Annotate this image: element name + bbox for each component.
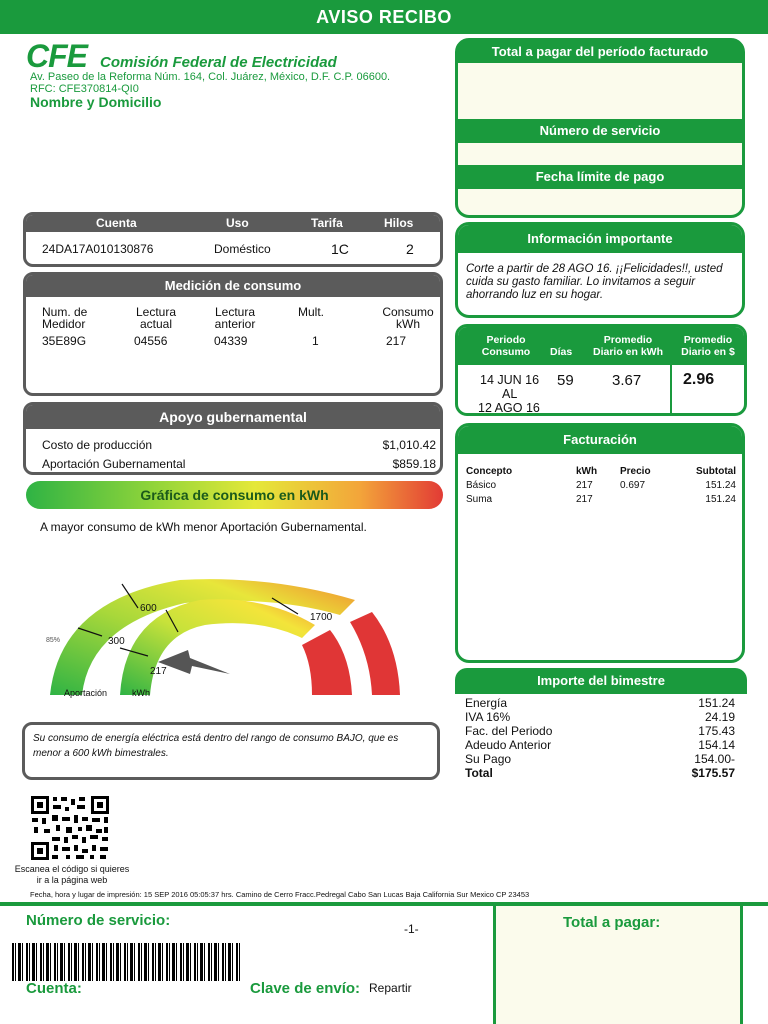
previous-debt-label: Adeudo Anterior bbox=[465, 738, 552, 752]
production-cost-row bbox=[42, 438, 436, 457]
billing-row-basic-kwh: 217 bbox=[576, 480, 593, 491]
government-support-box bbox=[23, 402, 443, 475]
previous-debt-value: 154.14 bbox=[698, 738, 735, 752]
days-value: 59 bbox=[557, 372, 574, 389]
outer-gauge-arc bbox=[50, 579, 355, 695]
account-col-header: Cuenta bbox=[96, 216, 137, 230]
qr-caption: Escanea el código si quieres ir a la página web bbox=[14, 864, 130, 885]
your-payment-row bbox=[465, 752, 735, 766]
government-contribution-label: Aportación Gubernamental bbox=[42, 457, 186, 471]
billing-row-sum-kwh: 217 bbox=[576, 494, 593, 505]
wires-value: 2 bbox=[406, 241, 414, 257]
label-kwh: kWh bbox=[132, 688, 150, 698]
consumption-value: 217 bbox=[386, 334, 407, 348]
service-number-value bbox=[458, 143, 742, 165]
period-billing-row bbox=[465, 724, 735, 738]
label-aportacion: Aportación bbox=[64, 688, 108, 698]
wires-col-header: Hilos bbox=[384, 216, 414, 230]
label-600: 600 bbox=[140, 603, 157, 614]
government-contribution-row bbox=[42, 457, 436, 475]
price-header: Precio bbox=[620, 466, 651, 477]
iva-row bbox=[465, 710, 735, 724]
company-rfc: RFC: CFE370814-QI0 bbox=[30, 83, 139, 95]
period-to: 12 AGO 16 bbox=[478, 401, 540, 415]
your-payment-label: Su Pago bbox=[465, 752, 512, 766]
bimester-title: Importe del bimestre bbox=[455, 668, 747, 694]
billing-row-sum-subtotal: 151.24 bbox=[705, 494, 736, 505]
measurement-table bbox=[26, 297, 440, 393]
energy-row bbox=[465, 696, 735, 710]
support-rows bbox=[26, 429, 440, 475]
previous-reading: 04339 bbox=[214, 334, 248, 348]
iva-label: IVA 16% bbox=[465, 710, 511, 724]
footer-account-label: Cuenta: bbox=[26, 980, 82, 997]
qr-code[interactable] bbox=[30, 795, 110, 861]
meter-col-header: Num. de Medidor bbox=[42, 305, 88, 331]
info-title: Información importante bbox=[458, 225, 742, 253]
cfe-logo: CFE bbox=[26, 38, 87, 74]
account-number: 24DA17A010130876 bbox=[42, 242, 154, 256]
mult-value: 1 bbox=[312, 334, 319, 348]
important-info-box bbox=[455, 222, 745, 318]
billing-row-basic-concept: Básico bbox=[466, 480, 497, 491]
avg-money-value: 2.96 bbox=[683, 371, 715, 388]
document-banner: AVISO RECIBO bbox=[0, 0, 768, 34]
days-col-header: Días bbox=[550, 346, 573, 358]
kwh-header: kWh bbox=[576, 466, 598, 477]
total-period-value bbox=[458, 63, 742, 119]
total-row bbox=[465, 766, 735, 780]
period-al: AL bbox=[502, 387, 518, 401]
company-name: Comisión Federal de Electricidad bbox=[100, 54, 337, 71]
service-number-label: Número de servicio bbox=[539, 123, 661, 138]
pointer-arrow bbox=[158, 650, 230, 674]
previous-debt-row bbox=[465, 738, 735, 752]
billing-row-basic-subtotal: 151.24 bbox=[705, 480, 736, 491]
billing-box bbox=[455, 423, 745, 663]
print-info-line: Fecha, hora y lugar de impresión: 15 SEP 2016 05:05:37 hrs. Camino de Cerro Fracc.Pedregal Cabo San Lucas Baja California Sur Mexico CP 23453 bbox=[30, 890, 530, 899]
due-date-label: Fecha límite de pago bbox=[535, 169, 665, 184]
billing-row-sum-concept: Suma bbox=[466, 494, 493, 505]
current-reading: 04556 bbox=[134, 334, 168, 348]
period-from: 14 JUN 16 bbox=[480, 373, 540, 387]
iva-value: 24.19 bbox=[704, 710, 735, 724]
production-cost-label: Costo de producción bbox=[42, 438, 153, 452]
name-address-label: Nombre y Domicilio bbox=[30, 94, 162, 110]
avg-kwh-col-header: Promedio Diario en kWh bbox=[592, 334, 663, 358]
company-address: Av. Paseo de la Reforma Núm. 164, Col. Juárez, México, D.F. C.P. 06600. bbox=[30, 71, 391, 83]
total-period-label: Total a pagar del período facturado bbox=[491, 44, 709, 59]
tariff-value: 1C bbox=[331, 241, 349, 257]
account-header bbox=[26, 215, 440, 232]
bimester-amount-box bbox=[455, 668, 747, 783]
energy-label: Energía bbox=[465, 696, 508, 710]
measurement-title: Medición de consumo bbox=[26, 275, 440, 297]
concept-header: Concepto bbox=[466, 466, 513, 477]
avg-money-col-header: Promedio Diario en $ bbox=[681, 334, 735, 358]
bimester-rows bbox=[455, 694, 747, 780]
footer-ship-value: Repartir bbox=[369, 981, 412, 995]
footer-service-label: Número de servicio: bbox=[26, 912, 171, 929]
mult-header: Mult. bbox=[298, 305, 325, 319]
current-reading-header: Lectura actual bbox=[135, 305, 177, 331]
graph-subtitle: A mayor consumo de kWh menor Aportación Gubernamental. bbox=[40, 520, 367, 534]
use-value: Doméstico bbox=[214, 242, 271, 256]
info-text: Corte a partir de 28 AGO 16. ¡¡Felicidades!!, usted cuida su gasto familiar. Lo invitamos a seguir ahorrando luz en su hogar. bbox=[466, 263, 723, 301]
production-cost-value: $1,010.42 bbox=[382, 438, 436, 452]
period-billing-label: Fac. del Periodo bbox=[465, 724, 553, 738]
consumption-graph-title: Gráfica de consumo en kWh bbox=[26, 481, 443, 509]
subtotal-header: Subtotal bbox=[696, 466, 736, 477]
period-header bbox=[458, 327, 744, 365]
account-box bbox=[23, 212, 443, 267]
red-segment-outer bbox=[350, 612, 400, 695]
billing-row-basic-price: 0.697 bbox=[620, 480, 646, 491]
meter-number: 35E89G bbox=[42, 334, 87, 348]
use-col-header: Uso bbox=[226, 216, 249, 230]
tariff-col-header: Tarifa bbox=[311, 216, 343, 230]
period-col-header: Periodo Consumo bbox=[481, 334, 531, 358]
due-date-value bbox=[458, 189, 742, 217]
total-value: $175.57 bbox=[691, 766, 735, 780]
label-217: 217 bbox=[150, 666, 167, 677]
footer-total-label: Total a pagar: bbox=[563, 914, 661, 931]
period-box bbox=[455, 324, 747, 416]
barcode bbox=[12, 943, 240, 981]
billing-title: Facturación bbox=[458, 426, 742, 454]
measurement-box bbox=[23, 272, 443, 396]
period-billing-value: 175.43 bbox=[698, 724, 735, 738]
account-values bbox=[26, 232, 440, 264]
red-segment-inner bbox=[302, 630, 352, 695]
label-300: 300 bbox=[108, 636, 125, 647]
support-title: Apoyo gubernamental bbox=[26, 405, 440, 429]
consumption-gauge bbox=[40, 570, 420, 710]
total-label: Total bbox=[465, 766, 493, 780]
label-pct: 85% bbox=[46, 637, 61, 644]
avg-kwh-value: 3.67 bbox=[612, 372, 642, 389]
payment-summary-box bbox=[455, 38, 745, 218]
footer-ship-label: Clave de envío: bbox=[250, 980, 361, 997]
page-number: -1- bbox=[404, 922, 419, 936]
period-values bbox=[458, 365, 744, 415]
previous-reading-header: Lectura anterior bbox=[214, 305, 256, 331]
your-payment-value: 154.00- bbox=[694, 752, 735, 766]
consumption-note: Su consumo de energía eléctrica está dentro del rango de consumo BAJO, que es menor a 600 kWh bimestrales. bbox=[22, 722, 440, 780]
label-1700: 1700 bbox=[310, 612, 333, 623]
energy-value: 151.24 bbox=[698, 696, 735, 710]
consumption-header: Consumo kWh bbox=[382, 305, 434, 331]
government-contribution-value: $859.18 bbox=[392, 457, 436, 471]
